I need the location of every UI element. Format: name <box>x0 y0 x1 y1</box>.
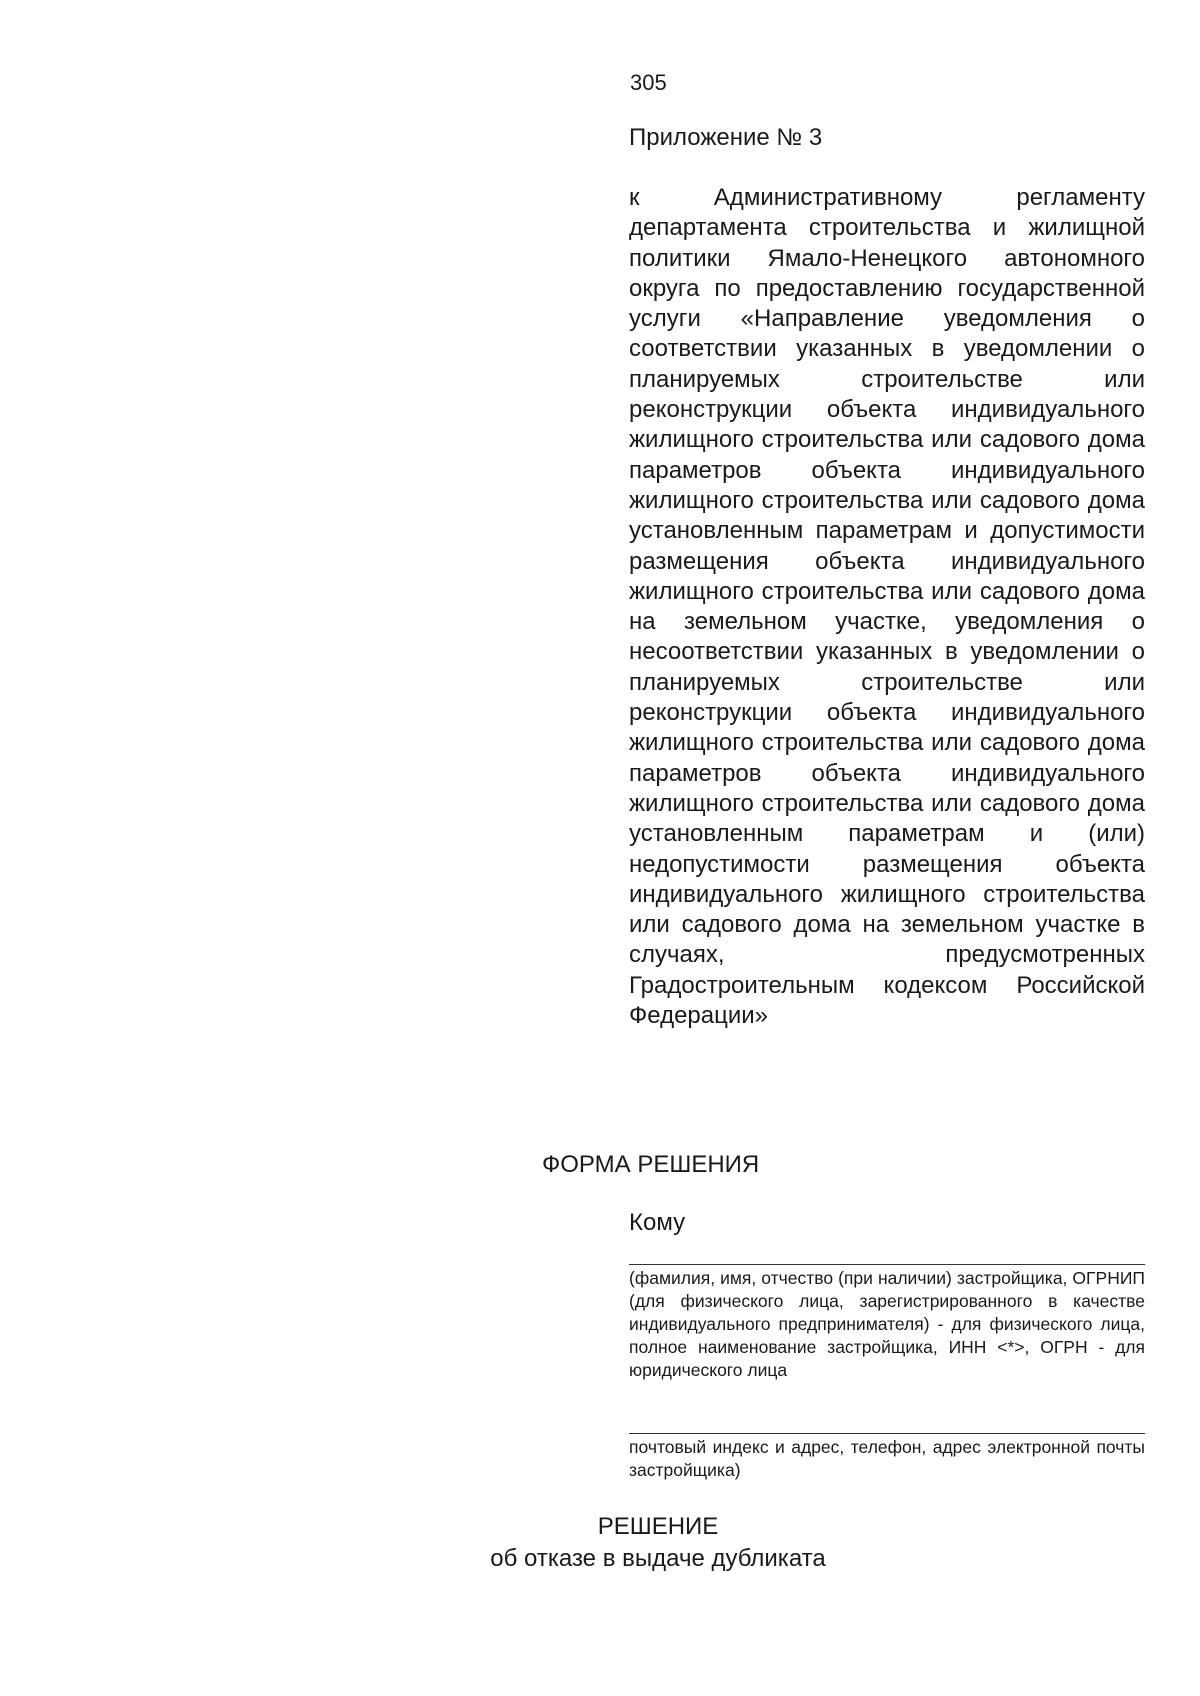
recipient-caption: (фамилия, имя, отчество (при наличии) застройщика, ОГРНИП (для физического лица, зарегистрированного в качестве индивидуального предпринимателя) - для физического лица, полное наименование застройщика, ИНН <*>, ОГРН - для юридического лица <box>629 1268 1145 1380</box>
address-fill-line <box>629 1433 1145 1434</box>
recipient-label: Кому <box>629 1209 686 1236</box>
decision-title: РЕШЕНИЕ <box>597 1513 719 1540</box>
appendix-title: Приложение № 3 <box>629 124 823 151</box>
form-title: ФОРМА РЕШЕНИЯ <box>542 1151 760 1178</box>
page-number: 305 <box>630 70 667 95</box>
address-caption: почтовый индекс и адрес, телефон, адрес электронной почты застройщика) <box>629 1437 1145 1480</box>
decision-subtitle: об отказе в выдаче дубликата <box>490 1545 826 1572</box>
regulation-reference: к Административному регламенту департамента строительства и жилищной политики Ямало-Ненецкого автономного округа по предоставлению государственной услуги «Направление уведомления о соответствии указанных в уведомлении о планируемых строительстве или реконструкции объекта индивидуального жилищного строительства или садового дома параметров объекта индивидуального жилищного строительства или садового дома установленным параметрам и допустимости размещения объекта индивидуального жилищного строительства или садового дома на земельном участке, уведомления о несоответствии указанных в уведомлении о планируемых строительстве или реконструкции объекта индивидуального жилищного строительства или садового дома параметров объекта индивидуального жилищного строительства или садового дома установленным параметрам и (или) недопустимости размещения объекта индивидуального жилищного строительства или садового дома на земельном участке в случаях, предусмотренных Градостроительным кодексом Российской Федерации» <box>629 184 1145 1030</box>
recipient-fill-line <box>629 1264 1145 1265</box>
